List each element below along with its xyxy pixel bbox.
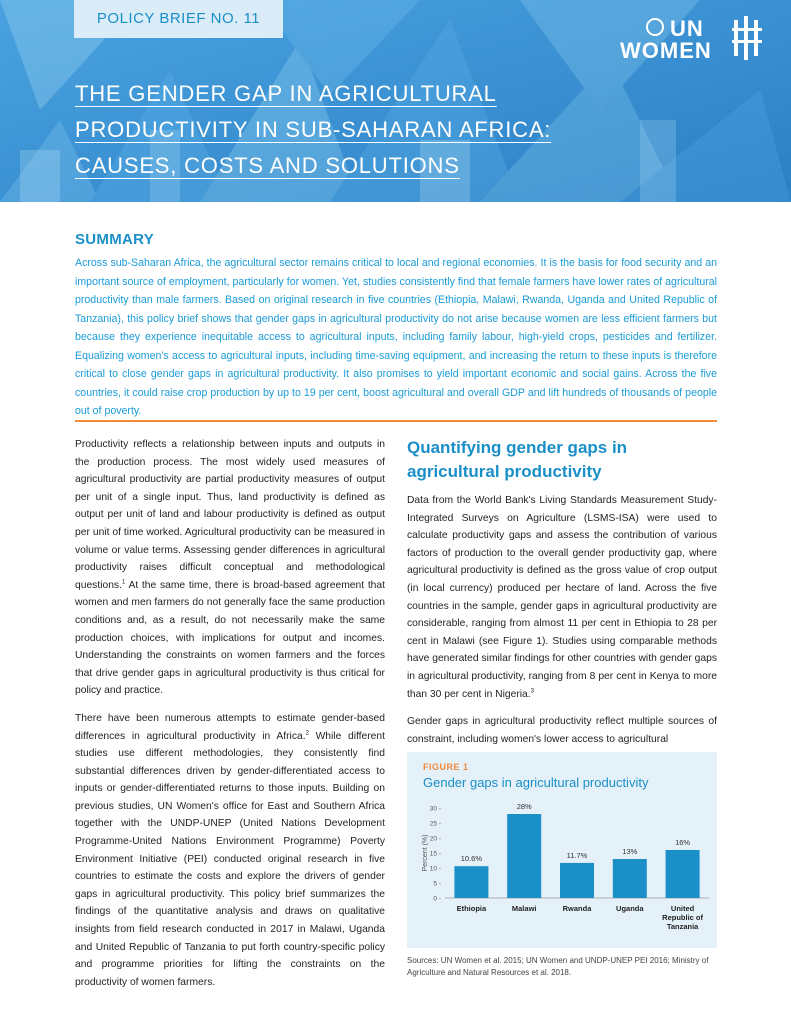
x-tick-label <box>512 904 537 913</box>
data-label: 16% <box>675 838 691 847</box>
figure-1 <box>407 752 717 948</box>
bar <box>507 814 541 898</box>
y-tick-label: 0 - <box>433 895 441 903</box>
x-tick-label-line: Tanzania <box>666 922 699 931</box>
figure-label: FIGURE 1 <box>423 762 469 772</box>
y-tick-label: 5 - <box>433 880 441 888</box>
right-column <box>407 436 717 758</box>
bar-chart <box>407 752 717 948</box>
x-tick-label-line: Ethiopia <box>456 904 487 913</box>
paragraph-text: Productivity reflects a relationship between inputs and outputs in the production process. The most widely used measures of agricultural productivity are partial productivity measures of output per unit of a single input. Thus, land productivity is defined as output per unit of land and labour productivity is defined as output per unit of time worked. Agricultural productivity can be measured in volume or value terms. Assessing gender differences in agricultural productivity raises difficult conceptual and methodological questions. <box>75 439 385 591</box>
paragraph <box>75 436 385 700</box>
paragraph-text: Data from the World Bank's Living Standards Measurement Study-Integrated Surveys on Agriculture (LSMS-ISA) were used to calculate productivity gaps and assess the contribution of various factors of production to the overall gender productivity gap, where agricultural productivity is defined as the gross value of crop output (in local currency) produced per hectare of land. Across the five countries in the sample, gender gaps in agricultural productivity are considerable, ranging from almost 11 per cent in Ethiopia to 28 per cent in Malawi (see Figure 1). Studies using comparable methods have generated similar findings for other countries with gender gaps in agricultural productivity, ranging from 8 per cent in Kenya to more than 30 per cent in Nigeria. <box>407 495 717 700</box>
bar <box>613 859 647 898</box>
y-tick-label: 20 - <box>429 835 441 843</box>
x-tick-label <box>616 904 644 913</box>
logo-un-text: UN <box>670 16 704 41</box>
paragraph: Gender gaps in agricultural productivity reflect multiple sources of constraint, including women's lower access to agricultural <box>407 716 717 745</box>
data-label: 10.6% <box>460 854 483 864</box>
document-title <box>75 76 635 184</box>
bar <box>666 850 700 898</box>
title-line: PRODUCTIVITY IN SUB-SAHARAN AFRICA: <box>75 117 552 142</box>
un-women-logo <box>620 14 765 62</box>
data-label: 28% <box>516 802 532 811</box>
x-tick-label-line: Uganda <box>616 904 644 913</box>
x-tick-label <box>563 904 593 913</box>
x-tick-label-line: Republic of <box>662 913 704 922</box>
footnote-ref[interactable]: 3 <box>530 688 534 695</box>
y-tick-label: 30 - <box>429 805 441 813</box>
x-tick-label-line: United <box>670 904 695 913</box>
title-line: THE GENDER GAP IN AGRICULTURAL <box>75 81 497 106</box>
paragraph <box>407 492 717 703</box>
title-line: CAUSES, COSTS AND SOLUTIONS <box>75 153 460 178</box>
paragraph-text: While different studies use different methodologies, they consistently find substantial differences driven by gender-differentiated access to inputs or gender-differentiated returns to those inputs. Building on previous studies, UN Women's office for East and Southern Africa together with the UNDP-UNEP (United Nations Development Programme-United Nations Environment Programme) Poverty Environment Initiative (PEI) conducted original research in five countries to estimate the costs and explore the drivers of gender gaps in agricultural productivity. This policy brief summarizes the findings of the quantitative analysis and draws on qualitative insights from field research conducted in 2017 in Malawi, Uganda and United Republic of Tanzania to put forth country-specific policy and programme priorities for lifting the constraints on the productivity of women farmers. <box>75 730 385 988</box>
y-tick-label: 10 - <box>429 865 441 873</box>
data-label: 13% <box>622 847 638 856</box>
x-tick-label-line: Malawi <box>511 904 537 913</box>
x-tick-label <box>662 904 703 931</box>
figure-sources: Sources: UN Women et al. 2015; UN Women and UNDP-UNEP PEI 2016; Ministry of Agriculture and Natural Resources et al. 2018. <box>407 956 709 977</box>
bar <box>560 863 594 898</box>
section-heading: Quantifying gender gaps in agricultural productivity <box>407 438 628 481</box>
un-globe-icon <box>646 18 664 36</box>
logo-women-text: WOMEN <box>620 38 712 63</box>
summary-heading: SUMMARY <box>75 231 155 248</box>
paragraph-text: There have been numerous attempts to estimate gender-based differences in agricultural productivity in Africa. <box>75 712 385 742</box>
y-tick-label: 15 - <box>429 850 441 858</box>
policy-brief-tag: POLICY BRIEF NO. 11 <box>74 0 283 38</box>
header-banner <box>0 0 791 202</box>
data-label: 11.7% <box>566 850 588 860</box>
footnote-ref[interactable]: 2 <box>305 730 309 737</box>
section-divider <box>75 420 717 422</box>
footnote-ref[interactable]: 1 <box>121 579 126 586</box>
summary-text: Across sub-Saharan Africa, the agricultural sector remains critical to local and regional economies. It is the basis for food security and an important source of employment, particularly for women. Yet, studies consistently find that female farmers have lower rates of agricultural productivity than male farmers. Based on original research in five countries (Ethiopia, Malawi, Rwanda, Uganda and United Republic of Tanzania), this policy brief shows that gender gaps in agricultural productivity do not arise because women are less efficient farmers but because they experience inequitable access to agricultural inputs, including family labour, high-yield crops, pesticides and fertilizer. Equalizing women's access to agricultural inputs, including time-saving equipment, and increasing the return to these inputs is therefore critical to close gender gaps in agricultural productivity. It also promises to yield important economic and social gains. Across the five countries, it could raise crop production by up to 19 per cent, boost agricultural and overall GDP and lift hundreds of thousands of people out of poverty. <box>75 257 717 417</box>
x-tick-label-line: Rwanda <box>562 904 592 913</box>
left-column <box>75 436 385 1001</box>
paragraph <box>75 710 385 992</box>
women-emblem-icon <box>732 16 762 60</box>
figure-title: Gender gaps in agricultural productivity <box>423 775 649 790</box>
y-tick-label: 25 - <box>429 820 441 828</box>
bar <box>454 866 488 898</box>
x-tick-label <box>457 904 487 913</box>
paragraph-text: At the same time, there is broad-based agreement that women and men farmers do not generally face the same production conditions and, as a result, do not necessarily make the same production choices, with implications for output and incomes. Understanding the constraints on women farmers and the forces that drive gender gaps in agricultural productivity is thus critical for policy and practice. <box>75 579 385 697</box>
y-axis-label: Percent (%) <box>422 834 429 872</box>
